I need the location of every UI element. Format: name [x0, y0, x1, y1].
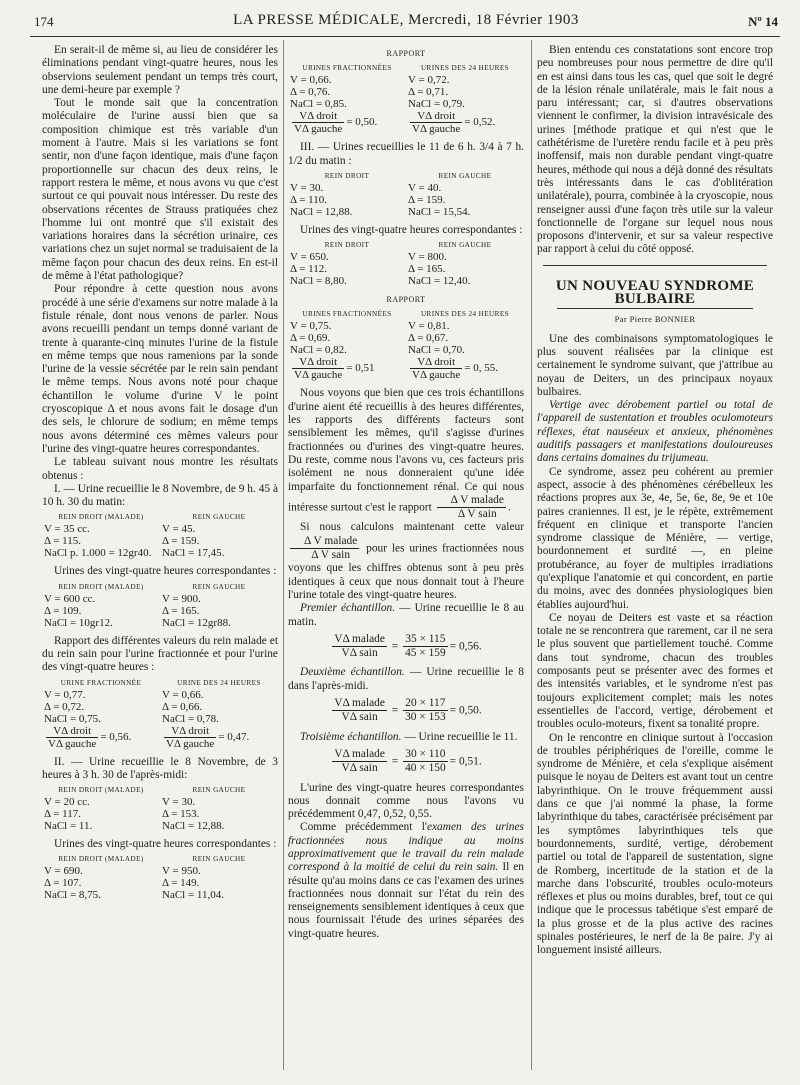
- table-cell: NaCl = 8,75.: [44, 889, 101, 902]
- sample-paragraph: Premier échantillon. — Urine recueillie le 8 au matin.: [288, 602, 524, 628]
- paragraph: Bien entendu ces constatations sont encore trop peu nombreuses pour nous permettre de dire qu'il en est ainsi dans tous les cas, quel que soit le degré de la lésion rénale unilatérale, mais le fait nous a paru intéressant; car, si d'autres observations viennent le confirmer, la division intravésicale des urines [méthode pratique et qui n'est que le cathétérisme de l'uretère rendu facile et à peu près inoffensif, mais non durable pendant vingt-quatre heures, méthode qui nous a déjà donné des résultats très intéressants dans le cas d'oblitération unilatérale), pourra, combinée à la cryoscopie, nous renseigner aussi d'une façon très utile sur la valeur fonctionnelle de l'organe sur lequel nous nous proposons d'intervenir, et sur sa valeur respective par rapport à celui du côté opposé.: [537, 44, 773, 256]
- table-cell: NaCl = 12,88.: [290, 205, 353, 218]
- ratio-formula: $\frac{\text{VΔ droit}}{\text{VΔ gauche}}$ = 0,52.: [412, 110, 496, 136]
- sample-paragraph: Troisième échantillon. — Urine recueillie le 11.: [300, 730, 518, 743]
- table-cell: V = 0,66.: [162, 688, 204, 701]
- table-header: URINES FRACTIONNÉES: [302, 64, 392, 73]
- paragraph: On le rencontre en clinique surtout à l'occasion de troubles périphériques de l'oreille, comme le syndrome de Ménière, et cela s'explique aisément puisque le noyau de Deiters est avant tout un centre labyrinthique. On le trouve fréquemment aussi dans ce que j'ai nommé la phase, la forme labyrinthique du tabes, caractérisée précisément par les symptômes labyrinthiques tels que bourdonnements, surdité, vertige, dérobement partiel ou total de l'appareil de sustentation, signe de Romberg, incertitude de la station et de la marche dans l'obscurité, troubles oculo-moteurs réflexes et plus ou moins durables, bref, tout ce qui indique que le processus tabétique s'est emparé de la plus grosse et de la plus active des racines spinales postérieures, le nerf de la 8e paire. J'y ai longuement insisté ailleurs.: [537, 731, 773, 957]
- table-cell: NaCl p. 1.000 = 12gr40.: [44, 547, 152, 560]
- table-header: URINES DES 24 HEURES: [420, 64, 510, 73]
- table-cell: V = 30.: [290, 181, 324, 194]
- paragraph: En serait-il de même si, au lieu de considérer les éliminations pendant vingt-quatre heures, nous les observions seulement pendant un temps très court, une demi-heure par exemple ?: [42, 44, 278, 96]
- table-header: REIN GAUCHE: [438, 241, 492, 250]
- table-header: REIN GAUCHE: [192, 786, 246, 795]
- equation: $\frac{\text{VΔ malade}}{\text{VΔ sain}}$ = $\frac{20 \times 117}{30 \times 153}$ = 0,50.: [334, 697, 482, 724]
- ratio-formula: $\frac{\text{VΔ droit}}{\text{VΔ gauche}}$ = 0,51: [294, 356, 375, 382]
- paragraph: Nous voyons que bien que ces trois échantillons d'urine aient été recueillis à des heures différentes, les rapports des différents facteurs sont sensiblement les mêmes, qu'il s'agisse d'urines fractionnées ou d'urines des vingt-quatre heures. Du reste, comme nous l'avons vu, ces facteurs pris isolément ne nous donneraient qu'une idée imparfaite du fonctionnement rénal. Ce qui nous intéresse surtout c'est le rapport $\frac{\text{Δ V malade}}{\text{Δ V sain}}$ .: [288, 387, 524, 521]
- paragraph: Comme précédemment l'examen des urines fractionnées nous indique au moins approximativement que le travail du rein malade correspond à la moitié de celui du rein sain. Il en résulte qu'au moins dans ce cas l'examen des urines fractionnées nous donnait sur l'état du rein des renseignements sensiblement identiques à ceux que nous fournissait l'étude des urines séparées des vingt-quatre heures.: [288, 821, 525, 940]
- paragraph: Une des combinaisons symptomatologiques le plus souvent réalisées par la clinique est certainement le syndrome suivant, que j'attribue au noyau de Deiters, un des principaux noyaux bulbaires.: [537, 332, 773, 398]
- paragraph: Le tableau suivant nous montre les résultats obtenus :: [42, 456, 278, 482]
- table-cell: V = 650.: [290, 251, 329, 264]
- column-2: [288, 44, 524, 941]
- table-cell: NaCl = 10gr12.: [44, 616, 113, 629]
- table-cell: Δ = 107.: [44, 877, 82, 890]
- sample-paragraph: Deuxième échantillon. — Urine recueillie le 8 dans l'après-midi.: [288, 666, 524, 692]
- table-header: REIN GAUCHE: [192, 582, 246, 591]
- table-header: REIN GAUCHE: [192, 855, 246, 864]
- ratio-table: [42, 677, 278, 750]
- equation: $\frac{\text{VΔ malade}}{\text{VΔ sain}}$ = $\frac{30 \times 110}{40 \times 150}$ = 0,51.: [334, 747, 482, 775]
- paragraph: Ce syndrome, assez peu cohérent au premier aspect, associe à des phénomènes cérébelleux les réactions propres aux 3e, 4e, 5e, 6e, 8e, 9e et 10e paires craniennes. Il est, je le répète, extrêmement fréquent en clinique et transporte l'ancien syndrome classique de Ménière, — vertige, bourdonnement et surdité —, en pleine protubérance, au foyer de multiples irradiations qu'explique l'anatomie et qui concordent, en partie du moins, avec des données physiologiques bien établies aujourd'hui.: [537, 465, 773, 611]
- ratio-formula: $\frac{\text{VΔ droit}}{\text{VΔ gauche}}$ = 0,50.: [294, 110, 378, 136]
- table-cell: NaCl = 11,04.: [162, 889, 225, 902]
- values-table: [42, 511, 278, 559]
- section-rule: [543, 265, 767, 266]
- table-cell: NaCl = 11.: [44, 820, 93, 833]
- paragraph: Urines des vingt-quatre heures correspondantes :: [54, 565, 277, 578]
- table-cell: Δ = 0,69.: [290, 332, 331, 345]
- paragraph: III. — Urines recueillies le 11 de 6 h. 3/4 à 7 h. 1/2 du matin :: [288, 141, 524, 167]
- table-header: REIN GAUCHE: [438, 171, 492, 180]
- table-cell: V = 800.: [408, 251, 447, 264]
- table-cell: V = 0,66.: [290, 74, 332, 87]
- values-table: [42, 784, 278, 832]
- table-cell: NaCl = 17,45.: [162, 547, 225, 560]
- table-header: REIN DROIT: [324, 241, 370, 250]
- table-header: URINES FRACTIONNÉES: [302, 310, 392, 319]
- paragraph: I. — Urine recueillie le 8 Novembre, de 9 h. 45 à 10 h. 30 du matin:: [42, 482, 278, 509]
- table-header: REIN DROIT (MALADE): [58, 513, 144, 522]
- column-1: [42, 44, 278, 907]
- ratio-formula: $\frac{\text{VΔ droit}}{\text{VΔ gauche}}$ = 0, 55.: [412, 356, 499, 382]
- table-cell: Δ = 159.: [162, 535, 200, 548]
- table-cell: Δ = 153.: [162, 808, 200, 821]
- table-cell: V = 0,75.: [290, 320, 332, 333]
- table-cell: Δ = 149.: [162, 877, 200, 890]
- table-cell: Δ = 0,76.: [290, 86, 331, 99]
- table-cell: V = 0,81.: [408, 320, 450, 333]
- paragraph: Urines des vingt-quatre heures correspondantes :: [54, 838, 277, 851]
- table-cell: V = 40.: [408, 181, 442, 194]
- page-number: 174: [34, 14, 54, 29]
- ratio-table: [288, 308, 524, 381]
- article-author: Par Pierre BONNIER: [614, 314, 696, 325]
- table-cell: NaCl = 12,40.: [408, 275, 471, 288]
- paragraph: L'urine des vingt-quatre heures correspondantes nous donnait comme nous l'avons vu précédemment 0,47, 0,52, 0,55.: [288, 781, 524, 821]
- journal-title: LA PRESSE MÉDICALE, Mercredi, 18 Février 1903: [233, 12, 579, 28]
- section-label: RAPPORT: [386, 49, 426, 58]
- heading-rule: [557, 308, 753, 309]
- equation: $\frac{\text{VΔ malade}}{\text{VΔ sain}}$ = $\frac{35 \times 115}{45 \times 159}$ = 0,56.: [334, 632, 482, 660]
- table-cell: V = 20 cc.: [44, 796, 90, 809]
- table-cell: NaCl = 12gr88.: [162, 616, 231, 629]
- table-header: REIN DROIT (MALADE): [58, 582, 144, 591]
- table-cell: V = 600 cc.: [44, 592, 96, 605]
- table-cell: Δ = 0,67.: [408, 332, 449, 345]
- ratio-table: [288, 62, 524, 135]
- table-header: REIN GAUCHE: [192, 513, 246, 522]
- table-header: REIN DROIT (MALADE): [58, 786, 144, 795]
- table-header: URINE FRACTIONNÉE: [60, 678, 142, 687]
- table-header: REIN DROIT: [324, 171, 370, 180]
- table-cell: NaCl = 8,80.: [290, 275, 347, 288]
- table-cell: V = 0,72.: [408, 74, 450, 87]
- column-3: [537, 44, 773, 958]
- table-cell: NaCl = 0,78.: [162, 712, 219, 725]
- table-header: URINES DES 24 HEURES: [420, 310, 510, 319]
- paragraph: Pour répondre à cette question nous avons procédé à une série d'examens sur notre malade à la fistule rénale, dont nous venons de parler. Nous avons recueilli pendant un temps donné variant de trente à quarante-cinq minutes l'urine de la fistule en même temps que nous ramenions par la sonde l'urine de la vessie sécrétée par le rein sain pendant le même temps. Nous avons noté pour chaque échantillon le volume d'urine V le point cryoscopique Δ et nous avons fait le dosage d'un des sels, le chlorure de sodium; en même temps nous avons déterminé ces mêmes valeurs pour l'urine des vingt-quatre heures correspondantes.: [42, 283, 278, 455]
- paragraph: Vertige avec dérobement partiel ou total de l'appareil de sustentation et troubles oculomoteurs réflexes, état nauséeux et anxieux, phénomènes auditifs passagers et manifestations douloureuses dans certains domaines du trijumeau.: [537, 399, 773, 465]
- paragraph: Rapport des différentes valeurs du rein malade et du rein sain pour l'urine fractionnée et pour l'urine des vingt-quatre heures :: [42, 634, 278, 674]
- header-rule: [30, 36, 780, 37]
- table-cell: Δ = 115.: [44, 535, 82, 548]
- values-table: [288, 170, 524, 218]
- table-cell: V = 0,77.: [44, 688, 86, 701]
- article-heading: UN NOUVEAU SYNDROME BULBAIRE: [555, 277, 755, 308]
- table-cell: V = 35 cc.: [44, 523, 90, 536]
- table-cell: Δ = 165.: [408, 263, 446, 276]
- column-divider: [531, 40, 532, 1070]
- table-cell: NaCl = 12,88.: [162, 820, 225, 833]
- table-header: URINE DES 24 HEURES: [177, 678, 261, 687]
- values-table: [288, 239, 524, 287]
- ratio-fraction: $\frac{\text{Δ V malade}}{\text{Δ V sain}}$: [437, 494, 506, 522]
- paragraph: II. — Urine recueillie le 8 Novembre, de 3 heures à 3 h. 30 de l'après-midi:: [42, 755, 278, 781]
- column-divider: [283, 40, 284, 1070]
- table-cell: NaCl = 0,82.: [290, 344, 347, 357]
- table-cell: Δ = 109.: [44, 604, 82, 617]
- ratio-fraction: $\frac{\text{Δ V malade}}{\text{Δ V sain}}$: [290, 535, 359, 563]
- table-cell: NaCl = 0,70.: [408, 344, 465, 357]
- paragraph: Tout le monde sait que la concentration moléculaire de l'urine aussi bien que sa composition chimique est très variable d'un moment à l'autre. Mais si les variations se font sentir, non d'une façon identique, mais d'une façon proportionnelle sur chacun des deux reins, le rapport restera le même, et nous avons vu que c'est surtout ce qui pouvait nous intéresser. Du reste des observations récentes de Strauss pratiquées chez l'homme lui ont montré que s'il existait des variations horaires dans la sécrétion urinaire, ces variations chez un sujet normal se traduisaient de la même façon pour chacun des deux reins. En est-il de même à l'état pathologique?: [42, 97, 278, 283]
- table-cell: Δ = 165.: [162, 604, 200, 617]
- table-cell: V = 900.: [162, 592, 201, 605]
- table-cell: Δ = 0,72.: [44, 700, 85, 713]
- table-cell: NaCl = 15,54.: [408, 205, 471, 218]
- paragraph: Ce noyau de Deiters est vaste et sa réaction totale ne se rencontrera que rarement, car il ne sera le plus souvent que partiellement touché. Comme dans tout syndrome, chacun des troubles composants peut se présenter avec des formes et des intensités variables, et le syndrome n'est pas toujours explicitement complet; mais les notes essentielles de l'accord, vertige, dérobement et troubles oculo-moteurs, fixent sa tonalité propre.: [537, 611, 773, 731]
- table-cell: Δ = 112.: [290, 263, 328, 276]
- paragraph: Urines des vingt-quatre heures correspondantes :: [300, 223, 523, 236]
- table-header: REIN DROIT (MALADE): [58, 855, 144, 864]
- ratio-formula: $\frac{\text{VΔ droit}}{\text{VΔ gauche}}$ = 0,47.: [166, 724, 250, 750]
- values-table: [42, 853, 278, 901]
- table-cell: Δ = 0,71.: [408, 86, 449, 99]
- issue-number: Nº 14: [748, 14, 778, 29]
- table-cell: NaCl = 0,79.: [408, 98, 465, 111]
- ratio-formula: $\frac{\text{VΔ droit}}{\text{VΔ gauche}}$ = 0,56.: [48, 724, 132, 750]
- paragraph: Si nous calculons maintenant cette valeur $\frac{\text{Δ V malade}}{\text{Δ V sain}}$ pour les urines fractionnées nous voyons que les chiffres obtenus sont à peu près identiques à ceux que nous donnait tout à l'heure l'urine totale des vingt-quatre heures.: [288, 521, 524, 601]
- table-cell: V = 690.: [44, 865, 83, 878]
- table-cell: V = 30.: [162, 796, 196, 809]
- table-cell: Δ = 110.: [290, 193, 328, 206]
- table-cell: Δ = 0,66.: [162, 700, 203, 713]
- table-cell: Δ = 159.: [408, 193, 446, 206]
- table-cell: NaCl = 0,85.: [290, 98, 347, 111]
- table-cell: V = 950.: [162, 865, 201, 878]
- table-cell: NaCl = 0,75.: [44, 712, 101, 725]
- values-table: [42, 581, 278, 629]
- section-label: RAPPORT: [386, 295, 426, 305]
- table-cell: V = 45.: [162, 523, 196, 536]
- page-header: [34, 12, 778, 34]
- table-cell: Δ = 117.: [44, 808, 82, 821]
